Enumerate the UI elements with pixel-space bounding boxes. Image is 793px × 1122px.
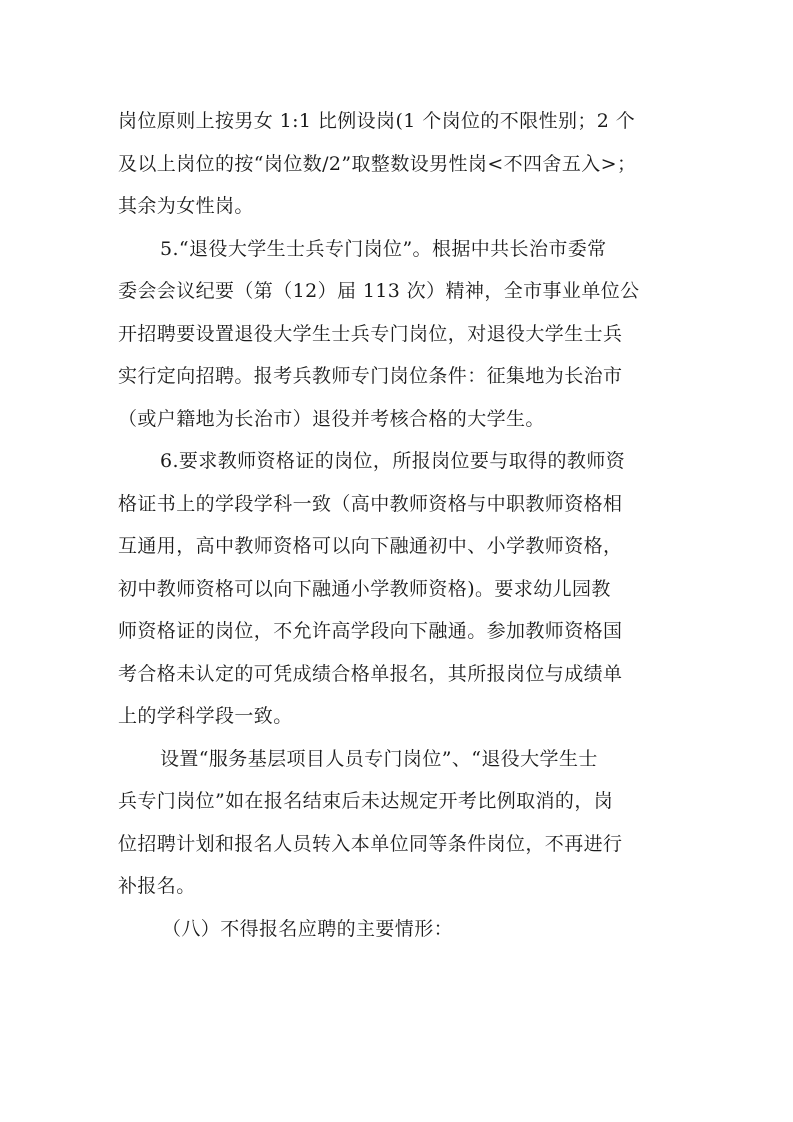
text-line: 委会会议纪要（第（12）届 113 次）精神，全市事业单位公 [118, 280, 640, 302]
paragraph-special-posts-start: 设置“服务基层项目人员专门岗位”、“退役大学生士 [160, 747, 598, 770]
text-line: 其余为女性岗。 [118, 195, 254, 217]
text-line: 补报名。 [118, 875, 196, 897]
text-line: 考合格未认定的可凭成绩合格单报名，其所报岗位与成绩单 [118, 662, 623, 685]
text-line: 互通用，高中教师资格可以向下融通初中、小学教师资格， [118, 535, 623, 557]
text-line: 实行定向招聘。报考兵教师专门岗位条件：征集地为长治市 [118, 365, 623, 387]
text-line: 开招聘要设置退役大学生士兵专门岗位，对退役大学生士兵 [118, 322, 623, 345]
text-line: 位招聘计划和报名人员转入本单位同等条件岗位，不再进行 [118, 832, 623, 855]
text-line: 岗位原则上按男女 1:1 比例设岗(1 个岗位的不限性别；2 个 [118, 110, 636, 132]
text-line: 上的学科学段一致。 [118, 705, 293, 727]
text-line: 师资格证的岗位，不允许高学段向下融通。参加教师资格国 [118, 620, 623, 642]
text-line: 兵专门岗位”如在报名结束后未达规定开考比例取消的，岗 [118, 790, 614, 812]
body-text [118, 100, 678, 950]
text-line: 格证书上的学段学科一致（高中教师资格与中职教师资格相 [118, 492, 623, 515]
paragraph-6-start: 6.要求教师资格证的岗位，所报岗位要与取得的教师资 [160, 450, 626, 472]
text-line: 及以上岗位的按“岗位数/2”取整数设男性岗<不四舍五入>； [118, 152, 637, 175]
paragraph-5-start: 5.“退役大学生士兵专门岗位”。根据中共长治市委常 [160, 237, 607, 260]
section-heading-8: （八）不得报名应聘的主要情形： [162, 917, 454, 940]
text-line: 初中教师资格可以向下融通小学教师资格)。要求幼儿园教 [118, 577, 611, 600]
text-line: （或户籍地为长治市）退役并考核合格的大学生。 [118, 407, 545, 430]
